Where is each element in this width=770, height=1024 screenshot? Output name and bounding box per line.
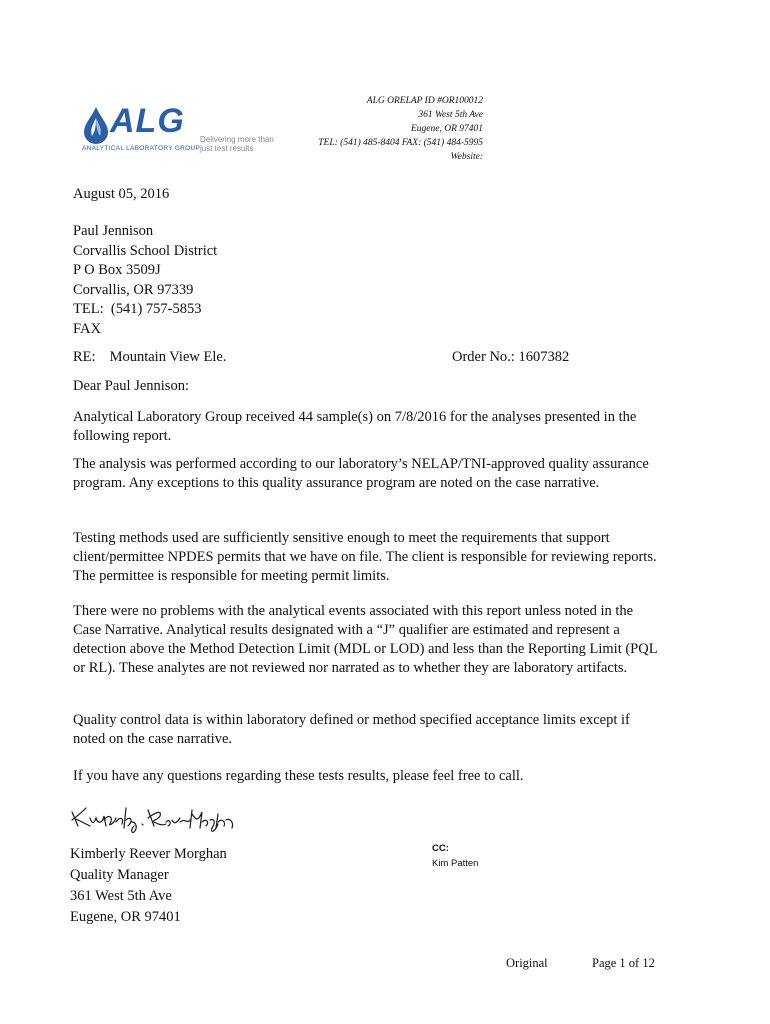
signer-name: Kimberly Reever Morghan	[70, 846, 227, 862]
recipient-fax: FAX	[73, 320, 101, 337]
order-number	[452, 348, 569, 367]
page-number: Page 1 of 12	[592, 956, 655, 970]
paragraph-4: There were no problems with the analytical events associated with this report unless noted in the Case Narrative. Analytical results designated with a “J” qualifier are estimated and represent a detection above the Method Detection Limit (MDL or LOD) and less than the Reporting Limit (PQL or RL). These analytes are not reviewed nor narrated as to whether they are laboratory artifacts.	[73, 603, 658, 676]
recipient-address	[73, 222, 217, 339]
recipient-city: Corvallis, OR 97339	[73, 281, 194, 298]
recipient-name: Paul Jennison	[73, 223, 154, 239]
re-line	[73, 348, 226, 367]
tel-value: (541) 757-5853	[110, 301, 202, 317]
letter-date: August 05, 2016	[73, 186, 170, 202]
order-label: Order No.:	[452, 349, 515, 365]
signer-title: Quality Manager	[70, 867, 169, 883]
logo-subtitle: ANALYTICAL LABORATORY GROUP	[82, 145, 201, 152]
logo-wordmark: ALG	[110, 102, 185, 140]
lab-street: 361 West 5th Ave	[418, 110, 483, 120]
paragraph-6: If you have any questions regarding these tests results, please feel free to call.	[73, 768, 524, 784]
water-drop-leaf-icon	[82, 106, 110, 144]
paragraph-3: Testing methods used are sufficiently sensitive enough to meet the requirements that support client/permittee NPDES permits that we have on file. The client is responsible for reviewing reports. The permittee is responsible for meeting permit limits.	[73, 530, 657, 584]
re-label: RE:	[73, 349, 96, 365]
lab-orelap-id: ALG ORELAP ID #OR100012	[366, 96, 483, 106]
recipient-org: Corvallis School District	[73, 242, 218, 259]
handwritten-signature	[68, 800, 238, 836]
lab-website: Website:	[450, 152, 483, 162]
signer-city: Eugene, OR 97401	[70, 909, 181, 925]
lab-city: Eugene, OR 97401	[410, 124, 483, 134]
signer-block	[70, 844, 227, 928]
lab-phone-fax: TEL: (541) 485-8404 FAX: (541) 484-5995	[318, 138, 483, 148]
recipient-tel	[73, 300, 217, 320]
paragraph-2: The analysis was performed according to our laboratory’s NELAP/TNI-approved quality assurance program. Any exceptions to this quality assurance program are noted on the case narrative.	[73, 456, 649, 491]
logo-tagline: Delivering more than just test results	[200, 135, 274, 153]
footer-status: Original	[506, 956, 548, 970]
order-value: 1607382	[518, 349, 570, 365]
paragraph-1: Analytical Laboratory Group received 44 sample(s) on 7/8/2016 for the analyses presented in the following report.	[73, 409, 637, 444]
cc-label: CC:	[432, 843, 449, 854]
signer-street: 361 West 5th Ave	[70, 888, 172, 904]
salutation: Dear Paul Jennison:	[73, 378, 189, 394]
cc-name: Kim Patten	[432, 858, 479, 869]
tel-label: TEL:	[73, 301, 104, 317]
lab-header	[318, 94, 483, 164]
recipient-po-box: P O Box 3509J	[73, 262, 161, 278]
paragraph-5: Quality control data is within laboratory defined or method specified acceptance limits except if noted on the case narrative.	[73, 712, 630, 747]
re-value: Mountain View Ele.	[109, 349, 227, 365]
alg-logo	[80, 102, 274, 156]
